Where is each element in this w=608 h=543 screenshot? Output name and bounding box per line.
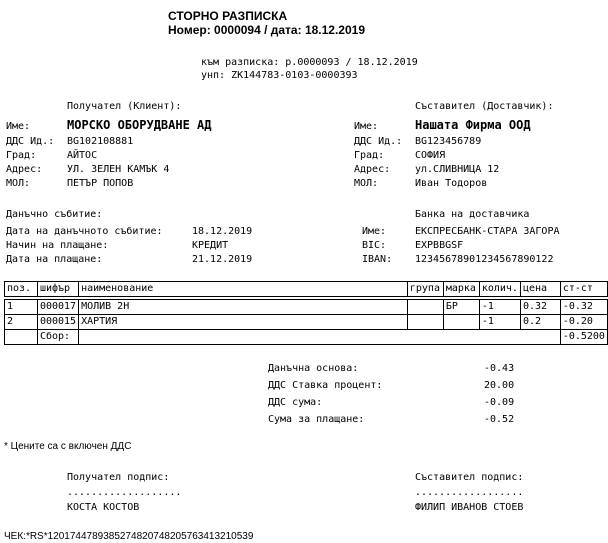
table-cell: 0.32	[520, 300, 560, 315]
total-value: -0.5200	[560, 330, 607, 345]
issuer-signature-label: Съставител подпис:	[415, 472, 524, 483]
bank-heading: Банка на доставчика	[415, 209, 530, 220]
table-cell: БР	[443, 300, 479, 315]
bank-iban-label: IBAN:	[362, 254, 393, 265]
tax-base-label: Данъчна основа:	[268, 363, 359, 374]
vat-rate-label: ДДС Ставка процент:	[268, 380, 383, 391]
table-cell	[407, 300, 443, 315]
issuer-heading: Съставител (Доставчик):	[415, 101, 554, 112]
recipient-mol-label: МОЛ:	[6, 178, 31, 189]
column-header: колич.	[479, 282, 520, 297]
table-cell: -0.32	[560, 300, 607, 315]
column-header: поз.	[5, 282, 38, 297]
issuer-name-label: Име:	[354, 121, 379, 132]
issuer-vat: BG123456789	[415, 136, 482, 147]
issuer-mol-label: МОЛ:	[354, 178, 379, 189]
recipient-signature-label: Получател подпис:	[67, 472, 170, 483]
table-cell: 0.2	[520, 315, 560, 330]
bank-iban: 12345678901234567890122	[415, 254, 554, 265]
recipient-city: АЙТОС	[67, 150, 98, 161]
document-title: СТОРНО РАЗПИСКА	[168, 9, 288, 23]
tax-event-date-label: Дата на данъчното събитие:	[6, 226, 163, 237]
table-cell: -1	[479, 315, 520, 330]
issuer-city: СОФИЯ	[415, 150, 446, 161]
payment-date: 21.12.2019	[192, 254, 253, 265]
recipient-name: МОРСКО ОБОРУДВАНЕ АД	[67, 118, 212, 132]
issuer-address: ул.СЛИВНИЦА 12	[415, 164, 500, 175]
bank-name: ЕКСПРЕСБАНК-СТАРА ЗАГОРА	[415, 226, 560, 237]
recipient-vat: BG102108881	[67, 136, 134, 147]
table-cell: 1	[5, 300, 38, 315]
vat-amount-label: ДДС сума:	[268, 397, 323, 408]
tax-event-date: 18.12.2019	[192, 226, 253, 237]
issuer-address-label: Адрес:	[354, 164, 391, 175]
table-header-row	[5, 282, 608, 297]
vat-included-note: * Цените са с включен ДДС	[4, 441, 132, 452]
bank-name-label: Име:	[362, 226, 387, 237]
fiscal-check-code: ЧЕК:*RS*12017447893852748207482057634132105​39	[4, 531, 254, 542]
table-cell: -0.20	[560, 315, 607, 330]
issuer-signatory-name: ФИЛИП ИВАНОВ СТОЕВ	[415, 502, 524, 513]
issuer-city-label: Град:	[354, 150, 385, 161]
bank-bic: EXPBBGSF	[415, 240, 464, 251]
reference-receipt: към разписка: р.0000093 / 18.12.2019	[201, 57, 418, 68]
table-cell: 000017	[37, 300, 78, 315]
recipient-address: УЛ. ЗЕЛЕН КАМЪК 4	[67, 164, 170, 175]
vat-rate-value: 20.00	[484, 380, 515, 391]
table-cell: -1	[479, 300, 520, 315]
table-row	[5, 300, 608, 315]
table-cell	[407, 315, 443, 330]
tax-event-heading: Данъчно събитие:	[6, 209, 103, 220]
issuer-mol: Иван Тодоров	[415, 178, 488, 189]
table-cell: 000015	[37, 315, 78, 330]
table-cell: МОЛИВ 2Н	[79, 300, 408, 315]
table-row	[5, 315, 608, 330]
recipient-city-label: Град:	[6, 150, 37, 161]
table-cell: 2	[5, 315, 38, 330]
table-total-row	[5, 330, 608, 345]
recipient-mol: ПЕТЪР ПОПОВ	[67, 178, 134, 189]
unp-code: унп: ZK144783-0103-0000393	[201, 70, 358, 81]
issuer-name: Нашата Фирма ООД	[415, 118, 531, 132]
vat-amount-value: -0.09	[484, 397, 515, 408]
amount-due-value: -0.52	[484, 414, 515, 425]
recipient-signatory-name: КОСТА КОСТОВ	[67, 502, 140, 513]
issuer-signature-line: ..................	[415, 487, 524, 498]
amount-due-label: Сума за плащане:	[268, 414, 365, 425]
payment-method: КРЕДИТ	[192, 240, 229, 251]
tax-base-value: -0.43	[484, 363, 515, 374]
table-cell	[443, 315, 479, 330]
recipient-heading: Получател (Клиент):	[67, 101, 182, 112]
bank-bic-label: BIC:	[362, 240, 387, 251]
total-label: Сбор:	[37, 330, 78, 345]
recipient-address-label: Адрес:	[6, 164, 43, 175]
items-table	[4, 281, 608, 345]
document-number-date: Номер: 0000094 / дата: 18.12.2019	[168, 23, 365, 37]
column-header: наименование	[79, 282, 408, 297]
recipient-vat-label: ДДС Ид.:	[6, 136, 55, 147]
issuer-vat-label: ДДС Ид.:	[354, 136, 403, 147]
recipient-signature-line: ...................	[67, 487, 182, 498]
column-header: шифър	[37, 282, 78, 297]
recipient-name-label: Име:	[6, 121, 31, 132]
column-header: марка	[443, 282, 479, 297]
payment-date-label: Дата на плащане:	[6, 254, 103, 265]
column-header: цена	[520, 282, 560, 297]
column-header: група	[407, 282, 443, 297]
column-header: ст-ст	[560, 282, 607, 297]
table-cell: ХАРТИЯ	[79, 315, 408, 330]
payment-method-label: Начин на плащане:	[6, 240, 109, 251]
